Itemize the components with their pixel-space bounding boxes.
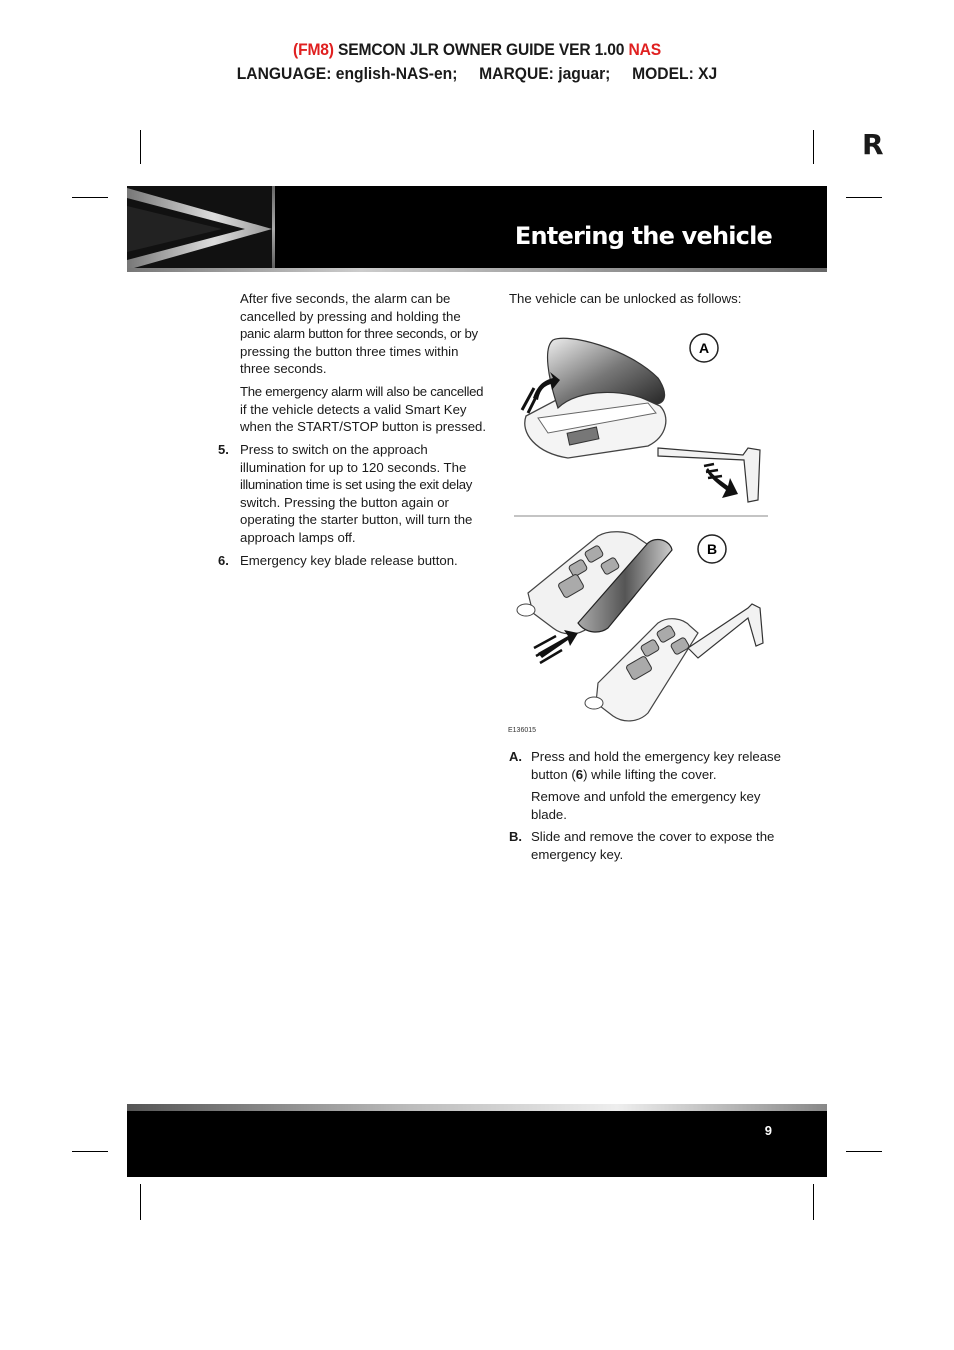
section-r-mark: R <box>862 128 884 161</box>
document-header-line1 <box>38 40 916 60</box>
label-b: B <box>706 541 718 557</box>
text-line: if the vehicle detects a valid Smart Key <box>240 401 467 417</box>
button-reference-number: 6 <box>575 766 584 782</box>
figure-code: E136015 <box>508 727 537 734</box>
text-line: approach lamps off. <box>240 529 356 545</box>
text-line: blade. <box>531 806 567 822</box>
text-line: pressing the button three times within <box>240 343 459 359</box>
paragraph-alarm-cancel <box>240 290 490 378</box>
text-line: emergency key. <box>531 846 624 862</box>
text-line <box>531 766 781 784</box>
section-banner <box>127 186 827 272</box>
list-item-6: Emergency key blade release button. <box>240 553 458 568</box>
text-segment: ) while lifting the cover. <box>583 766 717 782</box>
list-number-6: 6. <box>218 553 229 568</box>
list-item-a-sub <box>531 788 781 823</box>
banner-separator <box>272 186 275 272</box>
crop-mark <box>813 1184 814 1220</box>
text-line: switch. Pressing the button again or <box>240 494 449 510</box>
crop-mark <box>140 1184 141 1220</box>
paragraph-emergency-alarm <box>240 383 490 436</box>
label-a: A <box>698 340 710 356</box>
page-title: Entering the vehicle <box>514 222 772 250</box>
page-footer <box>127 1104 827 1177</box>
text-line: Slide and remove the cover to expose the <box>531 829 775 844</box>
intro-text: The vehicle can be unlocked as follows: <box>509 291 742 306</box>
text-line: Remove and unfold the emergency key <box>531 789 761 804</box>
text-segment: button ( <box>531 766 576 782</box>
chevron-graphic <box>127 186 274 272</box>
header-market: NAS <box>628 40 661 59</box>
panel-a-open-key <box>522 338 666 458</box>
banner-bottom-rule <box>127 268 827 272</box>
text-line: Press to switch on the approach <box>240 442 428 457</box>
text-line: illumination time is set using the exit delay <box>240 477 473 493</box>
crop-mark <box>813 130 814 164</box>
smart-key-illustration <box>508 318 776 728</box>
document-header-line2: LANGUAGE: english-NAS-en; MARQUE: jaguar; MODEL: XJ <box>236 64 718 83</box>
list-number-5: 5. <box>218 442 229 457</box>
crop-mark <box>846 197 882 198</box>
left-column <box>240 290 490 436</box>
text-line: three seconds. <box>240 361 327 377</box>
text-line: The emergency alarm will also be cancelled <box>240 383 484 399</box>
text-line: when the START/STOP button is pressed. <box>240 419 487 435</box>
text-line: panic alarm button for three seconds, or by <box>240 326 478 342</box>
text-line: illumination for up to 120 seconds. The <box>240 459 467 475</box>
list-item-5 <box>240 441 490 547</box>
text-line: cancelled by pressing and holding the <box>240 308 461 324</box>
text-line: operating the starter button, will turn the <box>240 512 473 528</box>
list-item-b <box>531 828 781 863</box>
header-fm-code: (FM8) <box>293 40 334 59</box>
page-number: 9 <box>764 1123 772 1138</box>
crop-mark <box>72 197 108 198</box>
list-letter-a: A. <box>509 749 522 764</box>
header-guide-title: SEMCON JLR OWNER GUIDE VER 1.00 <box>333 40 629 59</box>
crop-mark <box>72 1151 108 1152</box>
list-letter-b: B. <box>509 829 522 844</box>
text-line: Press and hold the emergency key release <box>531 749 781 764</box>
footer-top-rule <box>127 1104 827 1111</box>
emergency-key-blade <box>658 448 760 502</box>
crop-mark <box>140 130 141 164</box>
list-item-a <box>531 748 781 783</box>
crop-mark <box>846 1151 882 1152</box>
text-line: After five seconds, the alarm can be <box>240 291 451 306</box>
